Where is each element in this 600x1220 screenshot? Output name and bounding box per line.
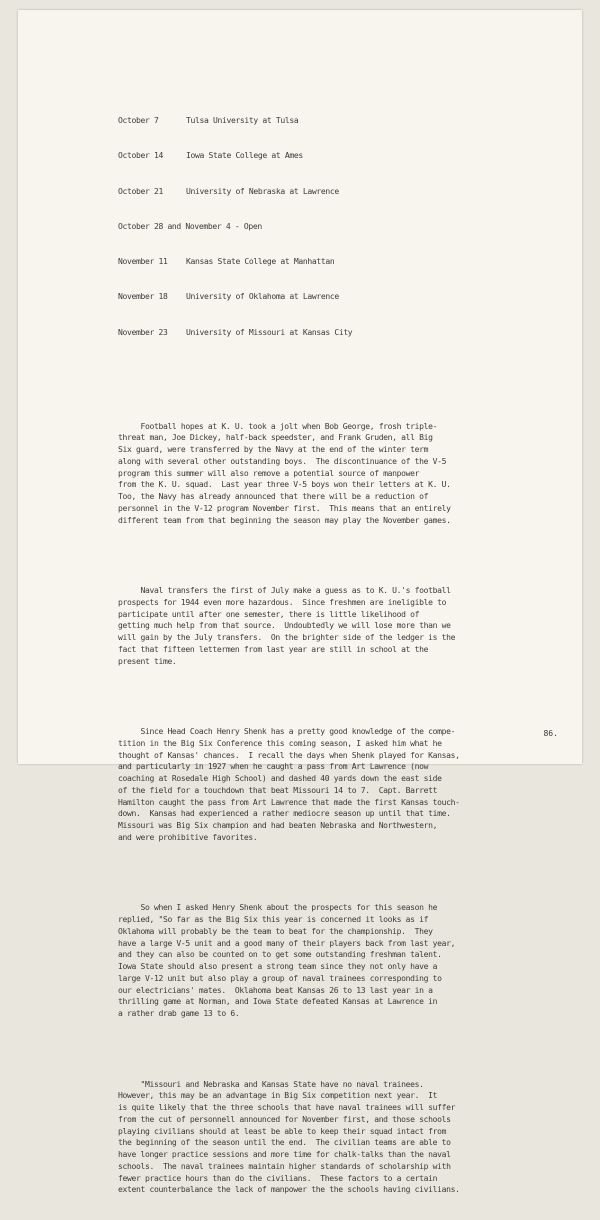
schedule-event: University of Oklahoma at Lawrence — [186, 292, 339, 302]
schedule-row — [118, 186, 558, 198]
schedule-event: Kansas State College at Manhattan — [186, 257, 335, 266]
schedule-date: November 18 — [118, 292, 168, 302]
paragraph-naval-trainees: "Missouri and Nebraska and Kansas State have no naval trainees. However, this may be an advantage in Big Six competition next year. It is quite likely that the three schools that have naval trainees will suffer from the cut of personnell announced for November first, and those schools playing civilians should at least be able to keep their squad intact from the beginning of the season until the end. The civilian teams are able to have longer practice sessions and more time for chalk-talks than the naval schools. The naval trainees maintain higher standards of scholarship with fewer practice hours than do the civilians. These factors to a certain extent counterbalance the lack of manpower the the schools having civilians. — [118, 1079, 460, 1195]
schedule-row — [118, 256, 558, 268]
schedule-date: October 14 — [118, 151, 163, 161]
schedule-date: November 11 — [118, 257, 168, 266]
schedule-row — [118, 291, 558, 303]
paragraph-gap — [118, 867, 558, 879]
schedule-row — [118, 115, 558, 127]
schedule-event: Iowa State College at Ames — [186, 151, 303, 161]
schedule-event: Tulsa University at Tulsa — [186, 116, 299, 125]
paragraph-naval-transfers: Naval transfers the first of July make a guess as to K. U.'s football prospects for 1944 even more hazardous. Since freshmen are ineligible to participate until after one semester, there is little likelihood of getting much help from that source. Undoubtedly we will lose more than we will gain by the July transfers. On the brighter side of the ledger is the fact that fifteen lettermen from last year are still in school at the present time. — [118, 586, 456, 666]
paragraph-football-hopes: Football hopes at K. U. took a jolt when Bob George, frosh triple- threat man, Joe Dickey, half-back speedster, and Frank Gruden, all Big Six guard, were transferred by the Navy at the end of the winter term along with several other outstanding boys. The discontinuance of the V-5 program this summer will also remove a potential source of manpower from the K. U. squad. Last year three V-5 boys won their letters at K. U. Too, the Navy has already announced that there will be a reduction of personnel in the V-12 program November first. This means that an entirely different team from that beginning the season may play the November games. — [118, 421, 451, 525]
paragraph-coach-shenk: Since Head Coach Henry Shenk has a pretty good knowledge of the compe- tition in the Big Six Conference this coming season, I asked him what he thought of Kansas' chances. I recall the days when Shenk played for Kansas, and particularly in 1927 when he caught a pass from Art Lawrence (now coaching at Rosedale High School) and dashed 40 yards down the east side of the field for a touchdown that beat Missouri 14 to 7. Capt. Barrett Hamilton caught the pass from Art Lawrence that made the first Kansas touch- down. Kansas had experienced a rather mediocre season up until that time. Missouri was Big Six champion and had beaten Nebraska and Northwestern, and were prohibitive favorites. — [118, 727, 460, 842]
schedule-date: October 21 — [118, 186, 163, 196]
paragraph-gap — [118, 1043, 558, 1055]
schedule-date: October 7 — [118, 116, 159, 125]
page-number: 86. — [543, 729, 558, 738]
schedule-event: University of Nebraska at Lawrence — [186, 186, 339, 196]
paragraph-gap — [118, 691, 558, 703]
paragraph-gap — [118, 385, 558, 397]
schedule-date: October 28 and November 4 - Open — [118, 221, 262, 231]
schedule-row — [118, 150, 558, 162]
document-page — [18, 10, 582, 1195]
schedule-row — [118, 221, 558, 233]
schedule-list — [118, 92, 558, 362]
schedule-row — [118, 327, 558, 339]
paragraph-prospects: So when I asked Henry Shenk about the prospects for this season he replied, "So far as the Big Six this year is concerned it looks as if Oklahoma will probably be the team to beat for the championship. They have a large V-5 unit and a good many of their players back from last year, and they can also be counted on to get some outstanding freshman talent. Iowa State should also present a strong team since they not only have a large V-12 unit but also play a group of naval trainees corresponding to our electricians' mates. Oklahoma beat Kansas 26 to 13 last year in a thrilling game at Norman, and Iowa State defeated Kansas at Lawrence in a rather drab game 13 to 6. — [118, 903, 456, 1018]
schedule-date: November 23 — [118, 327, 168, 337]
paragraph-gap — [118, 550, 558, 562]
typed-text-block — [118, 68, 558, 1220]
schedule-event: University of Missouri at Kansas City — [186, 327, 353, 337]
